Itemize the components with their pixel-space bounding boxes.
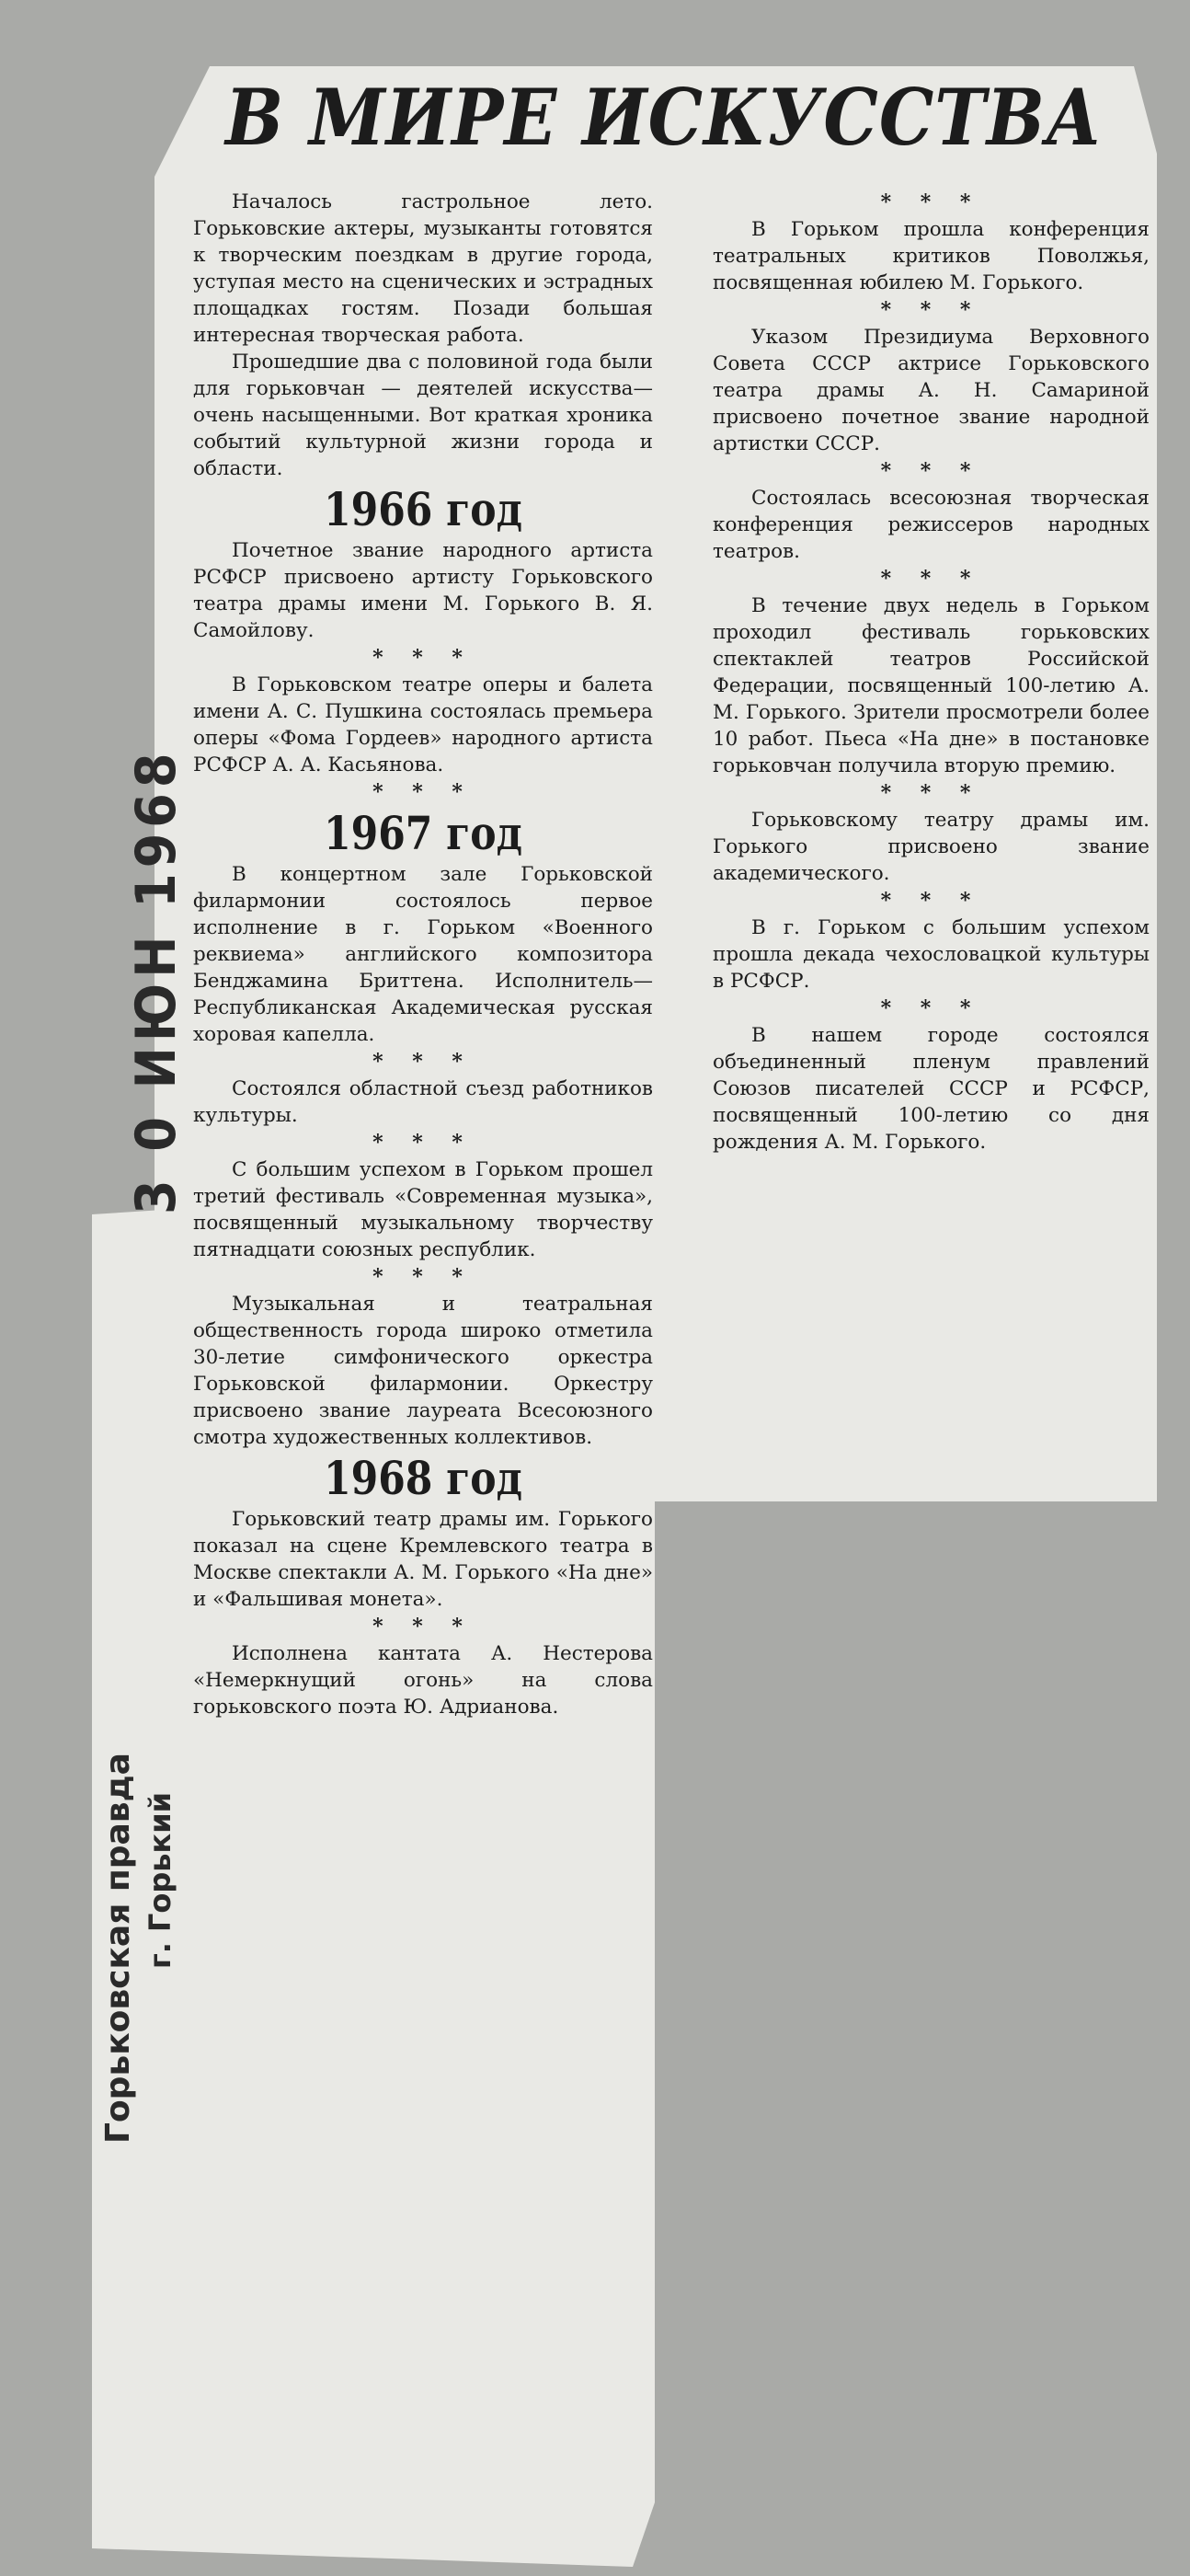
section-separator: * * * (880, 889, 982, 913)
news-paragraph: Исполнена кантата А. Нестерова «Немеркнущий огонь» на слова горьковского поэта Ю. Адрианова. (193, 1642, 653, 1719)
section-separator: * * * (880, 298, 982, 322)
year-heading: 1968 год (324, 1451, 522, 1505)
news-paragraph: Состоялся областной съезд работников культуры. (193, 1077, 653, 1127)
news-paragraph: Началось гастрольное лето. Горьковские актеры, музыканты готовятся к творческим поездкам в другие города, уступая место на сценических и эстрадных площадках гостям. Позади большая интересная творческая работа. (193, 190, 653, 347)
news-paragraph: В нашем городе состоялся объединенный пленум правлений Союзов писателей СССР и РСФСР, посвященный 100-летию со дня рождения А. М. Горького. (713, 1024, 1150, 1154)
news-paragraph: Состоялась всесоюзная творческая конференция режиссеров народных театров. (713, 487, 1150, 563)
section-separator: * * * (372, 1131, 474, 1155)
article-headline: В МИРЕ ИСКУССТВА (225, 72, 1103, 163)
news-paragraph: В течение двух недель в Горьком проходил фестиваль горьковских спектаклей театров Российской Федерации, посвященный 100-летию А. М. Горького. Зрители просмотрели более 10 работ. Пьеса «На дне» в постановке горьковчан получила вторую премию. (713, 594, 1150, 777)
news-paragraph: Прошедшие два с половиной года были для горьковчан — деятелей искусства—очень насыщенными. Вот краткая хроника событий культурной жизни города и области. (193, 351, 653, 480)
news-paragraph: Музыкальная и театральная общественность города широко отметила 30-летие симфонического оркестра Горьковской филармонии. Оркестру присвоено звание лауреата Всесоюзного смотра художественных коллективов. (193, 1293, 653, 1449)
right-column (713, 189, 1150, 1156)
section-separator: * * * (372, 1050, 474, 1074)
news-paragraph: В концертном зале Горьковской филармонии состоялось первое исполнение в г. Горьком «Военного реквиема» английского композитора Бенджамина Бриттена. Исполнитель—Республиканская Академическая русская хоровая капелла. (193, 863, 653, 1046)
city-stamp: г. Горький (143, 1791, 177, 1969)
section-separator: * * * (372, 646, 474, 670)
news-paragraph: С большим успехом в Горьком прошел третий фестиваль «Современная музыка», посвященный музыкальному творчеству пятнадцати союзных республик. (193, 1158, 653, 1261)
news-paragraph: В Горьковском театре оперы и балета имени А. С. Пушкина состоялась премьера оперы «Фома Гордеев» народного артиста РСФСР А. А. Касьянова. (193, 673, 653, 776)
left-column (193, 189, 653, 1720)
section-separator: * * * (880, 190, 982, 214)
news-paragraph: Почетное звание народного артиста РСФСР присвоено артисту Горьковского театра драмы имени М. Горького В. Я. Самойлову. (193, 539, 653, 642)
section-separator: * * * (372, 1265, 474, 1289)
news-paragraph: Горьковскому театру драмы им. Горького присвоено звание академического. (713, 809, 1150, 885)
section-separator: * * * (880, 459, 982, 483)
news-paragraph: Указом Президиума Верховного Совета СССР актрисе Горьковского театра драмы А. Н. Самариной присвоено почетное звание народной артистки СССР. (713, 326, 1150, 455)
section-separator: * * * (372, 780, 474, 804)
year-heading: 1966 год (324, 482, 522, 536)
section-separator: * * * (880, 567, 982, 591)
section-separator: * * * (372, 1615, 474, 1639)
year-heading: 1967 год (324, 806, 522, 860)
newspaper-name-stamp: Горьковская правда (99, 1753, 137, 2144)
section-separator: * * * (880, 996, 982, 1020)
news-paragraph: Горьковский театр драмы им. Горького показал на сцене Кремлевского театра в Москве спектакли А. М. Горького «На дне» и «Фальшивая монета». (193, 1508, 653, 1611)
date-stamp: 3 0 ИЮН 1968 (124, 747, 189, 1214)
section-separator: * * * (880, 781, 982, 805)
news-paragraph: В г. Горьком с большим успехом прошла декада чехословацкой культуры в РСФСР. (713, 916, 1150, 993)
news-paragraph: В Горьком прошла конференция театральных критиков Поволжья, посвященная юбилею М. Горького. (713, 218, 1150, 294)
